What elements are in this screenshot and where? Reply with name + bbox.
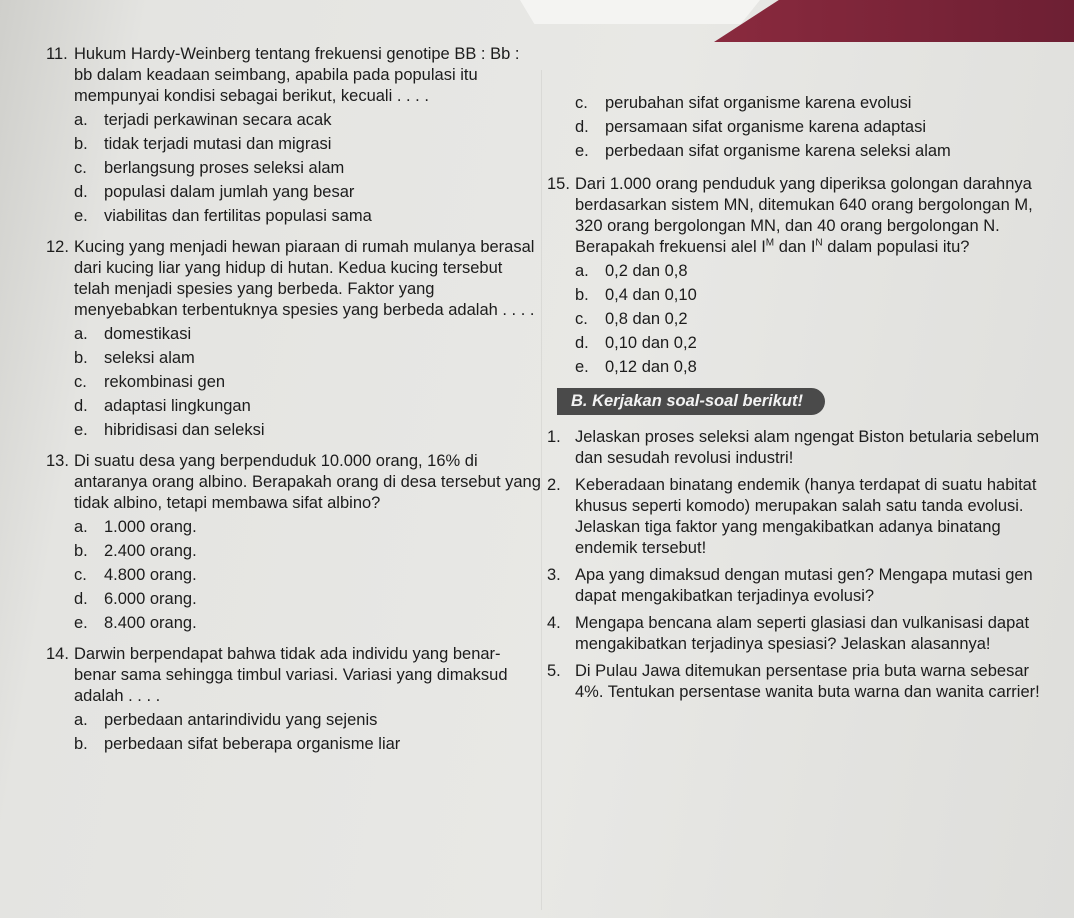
option-c: c. berlangsung proses seleksi alam <box>74 159 345 177</box>
option-a: a. terjadi perkawinan secara acak <box>74 111 332 129</box>
option-a: a. perbedaan antarindividu yang sejenis <box>74 711 378 729</box>
option-d: d. persamaan sifat organisme karena adaptasi <box>575 118 927 136</box>
question-stem: Kucing yang menjadi hewan piaraan di rumah mulanya berasal dari kucing liar yang hidup di hutan. Kedua kucing tersebut telah menjadi spesies yang berbeda. Faktor yang menyebabkan terbentuknya spesies yang berbeda adalah . . . . <box>74 238 535 319</box>
section-b-heading: B. Kerjakan soal-soal berikut! <box>557 388 825 415</box>
right-column <box>547 90 1062 703</box>
page-edge-highlight <box>520 0 760 24</box>
question-stem: Hukum Hardy-Weinberg tentang frekuensi genotipe BB : Bb : bb dalam keadaan seimbang, apabila pada populasi itu mempunyai kondisi sebagai berikut, kecuali . . . . <box>74 45 520 105</box>
left-column <box>46 44 541 755</box>
question-number: 13. <box>46 452 69 470</box>
option-e: e. 8.400 orang. <box>74 614 197 632</box>
option-b: b. 2.400 orang. <box>74 542 197 560</box>
option-c: c. perubahan sifat organisme karena evolusi <box>575 94 912 112</box>
option-b: b. seleksi alam <box>74 349 195 367</box>
option-b: b. tidak terjadi mutasi dan migrasi <box>74 135 332 153</box>
essay-question-4: 4. Mengapa bencana alam seperti glasiasi dan vulkanisasi dapat mengakibatkan terjadinya spesiasi? Jelaskan alasannya! <box>547 614 1030 653</box>
question-stem: Darwin berpendapat bahwa tidak ada individu yang benar-benar sama sehingga timbul variasi. Variasi yang dimaksud adalah . . . . <box>74 645 508 705</box>
question-number: 12. <box>46 238 69 256</box>
option-c: c. rekombinasi gen <box>74 373 226 391</box>
question-stem: Di suatu desa yang berpenduduk 10.000 orang, 16% di antaranya orang albino. Berapakah orang di desa tersebut yang tidak albino, tetapi membawa sifat albino? <box>74 452 541 512</box>
essay-question-5: 5. Di Pulau Jawa ditemukan persentase pria buta warna sebesar 4%. Tentukan persentase wanita buta warna dan wanita carrier! <box>547 662 1040 701</box>
question-15 <box>547 174 1062 378</box>
option-e: e. perbedaan sifat organisme karena seleksi alam <box>575 142 951 160</box>
option-d: d. 6.000 orang. <box>74 590 197 608</box>
option-b: b. perbedaan sifat beberapa organisme liar <box>74 735 401 753</box>
option-d: d. 0,10 dan 0,2 <box>575 334 697 352</box>
option-a: a. 0,2 dan 0,8 <box>575 262 688 280</box>
option-e: e. 0,12 dan 0,8 <box>575 358 697 376</box>
option-d: d. populasi dalam jumlah yang besar <box>74 183 355 201</box>
essay-question-1: 1. Jelaskan proses seleksi alam ngengat Biston betularia sebelum dan sesudah revolusi industri! <box>547 428 1040 467</box>
option-c: c. 0,8 dan 0,2 <box>575 310 688 328</box>
question-13 <box>46 451 541 634</box>
question-14-continued <box>547 93 1062 162</box>
column-gutter <box>541 70 542 910</box>
option-a: a. 1.000 orang. <box>74 518 197 536</box>
question-14 <box>46 644 541 755</box>
question-number: 11. <box>46 45 68 63</box>
option-d: d. adaptasi lingkungan <box>74 397 251 415</box>
question-12 <box>46 237 541 441</box>
background-object <box>714 0 1074 42</box>
option-e: e. viabilitas dan fertilitas populasi sama <box>74 207 372 225</box>
essay-question-3: 3. Apa yang dimaksud dengan mutasi gen? Mengapa mutasi gen dapat mengakibatkan terjadinya evolusi? <box>547 566 1033 605</box>
question-11 <box>46 44 541 227</box>
question-number: 15. <box>547 175 570 193</box>
option-a: a. domestikasi <box>74 325 192 343</box>
option-c: c. 4.800 orang. <box>74 566 197 584</box>
question-stem: Dari 1.000 orang penduduk yang diperiksa golongan darahnya berdasarkan sistem MN, ditemukan 640 orang bergolongan M, 320 orang bergolongan MN, dan 40 orang bergolongan N. Berapakah frekuensi alel $I^M$ dan $I^N$ dalam populasi itu? <box>575 175 1033 256</box>
essay-question-2: 2. Keberadaan binatang endemik (hanya terdapat di suatu habitat khusus seperti komodo) merupakan salah satu tanda evolusi. Jelaskan tiga faktor yang mengakibatkan adanya binatang endemik tersebut! <box>547 476 1037 557</box>
option-e: e. hibridisasi dan seleksi <box>74 421 265 439</box>
question-number: 14. <box>46 645 69 663</box>
option-b: b. 0,4 dan 0,10 <box>575 286 697 304</box>
